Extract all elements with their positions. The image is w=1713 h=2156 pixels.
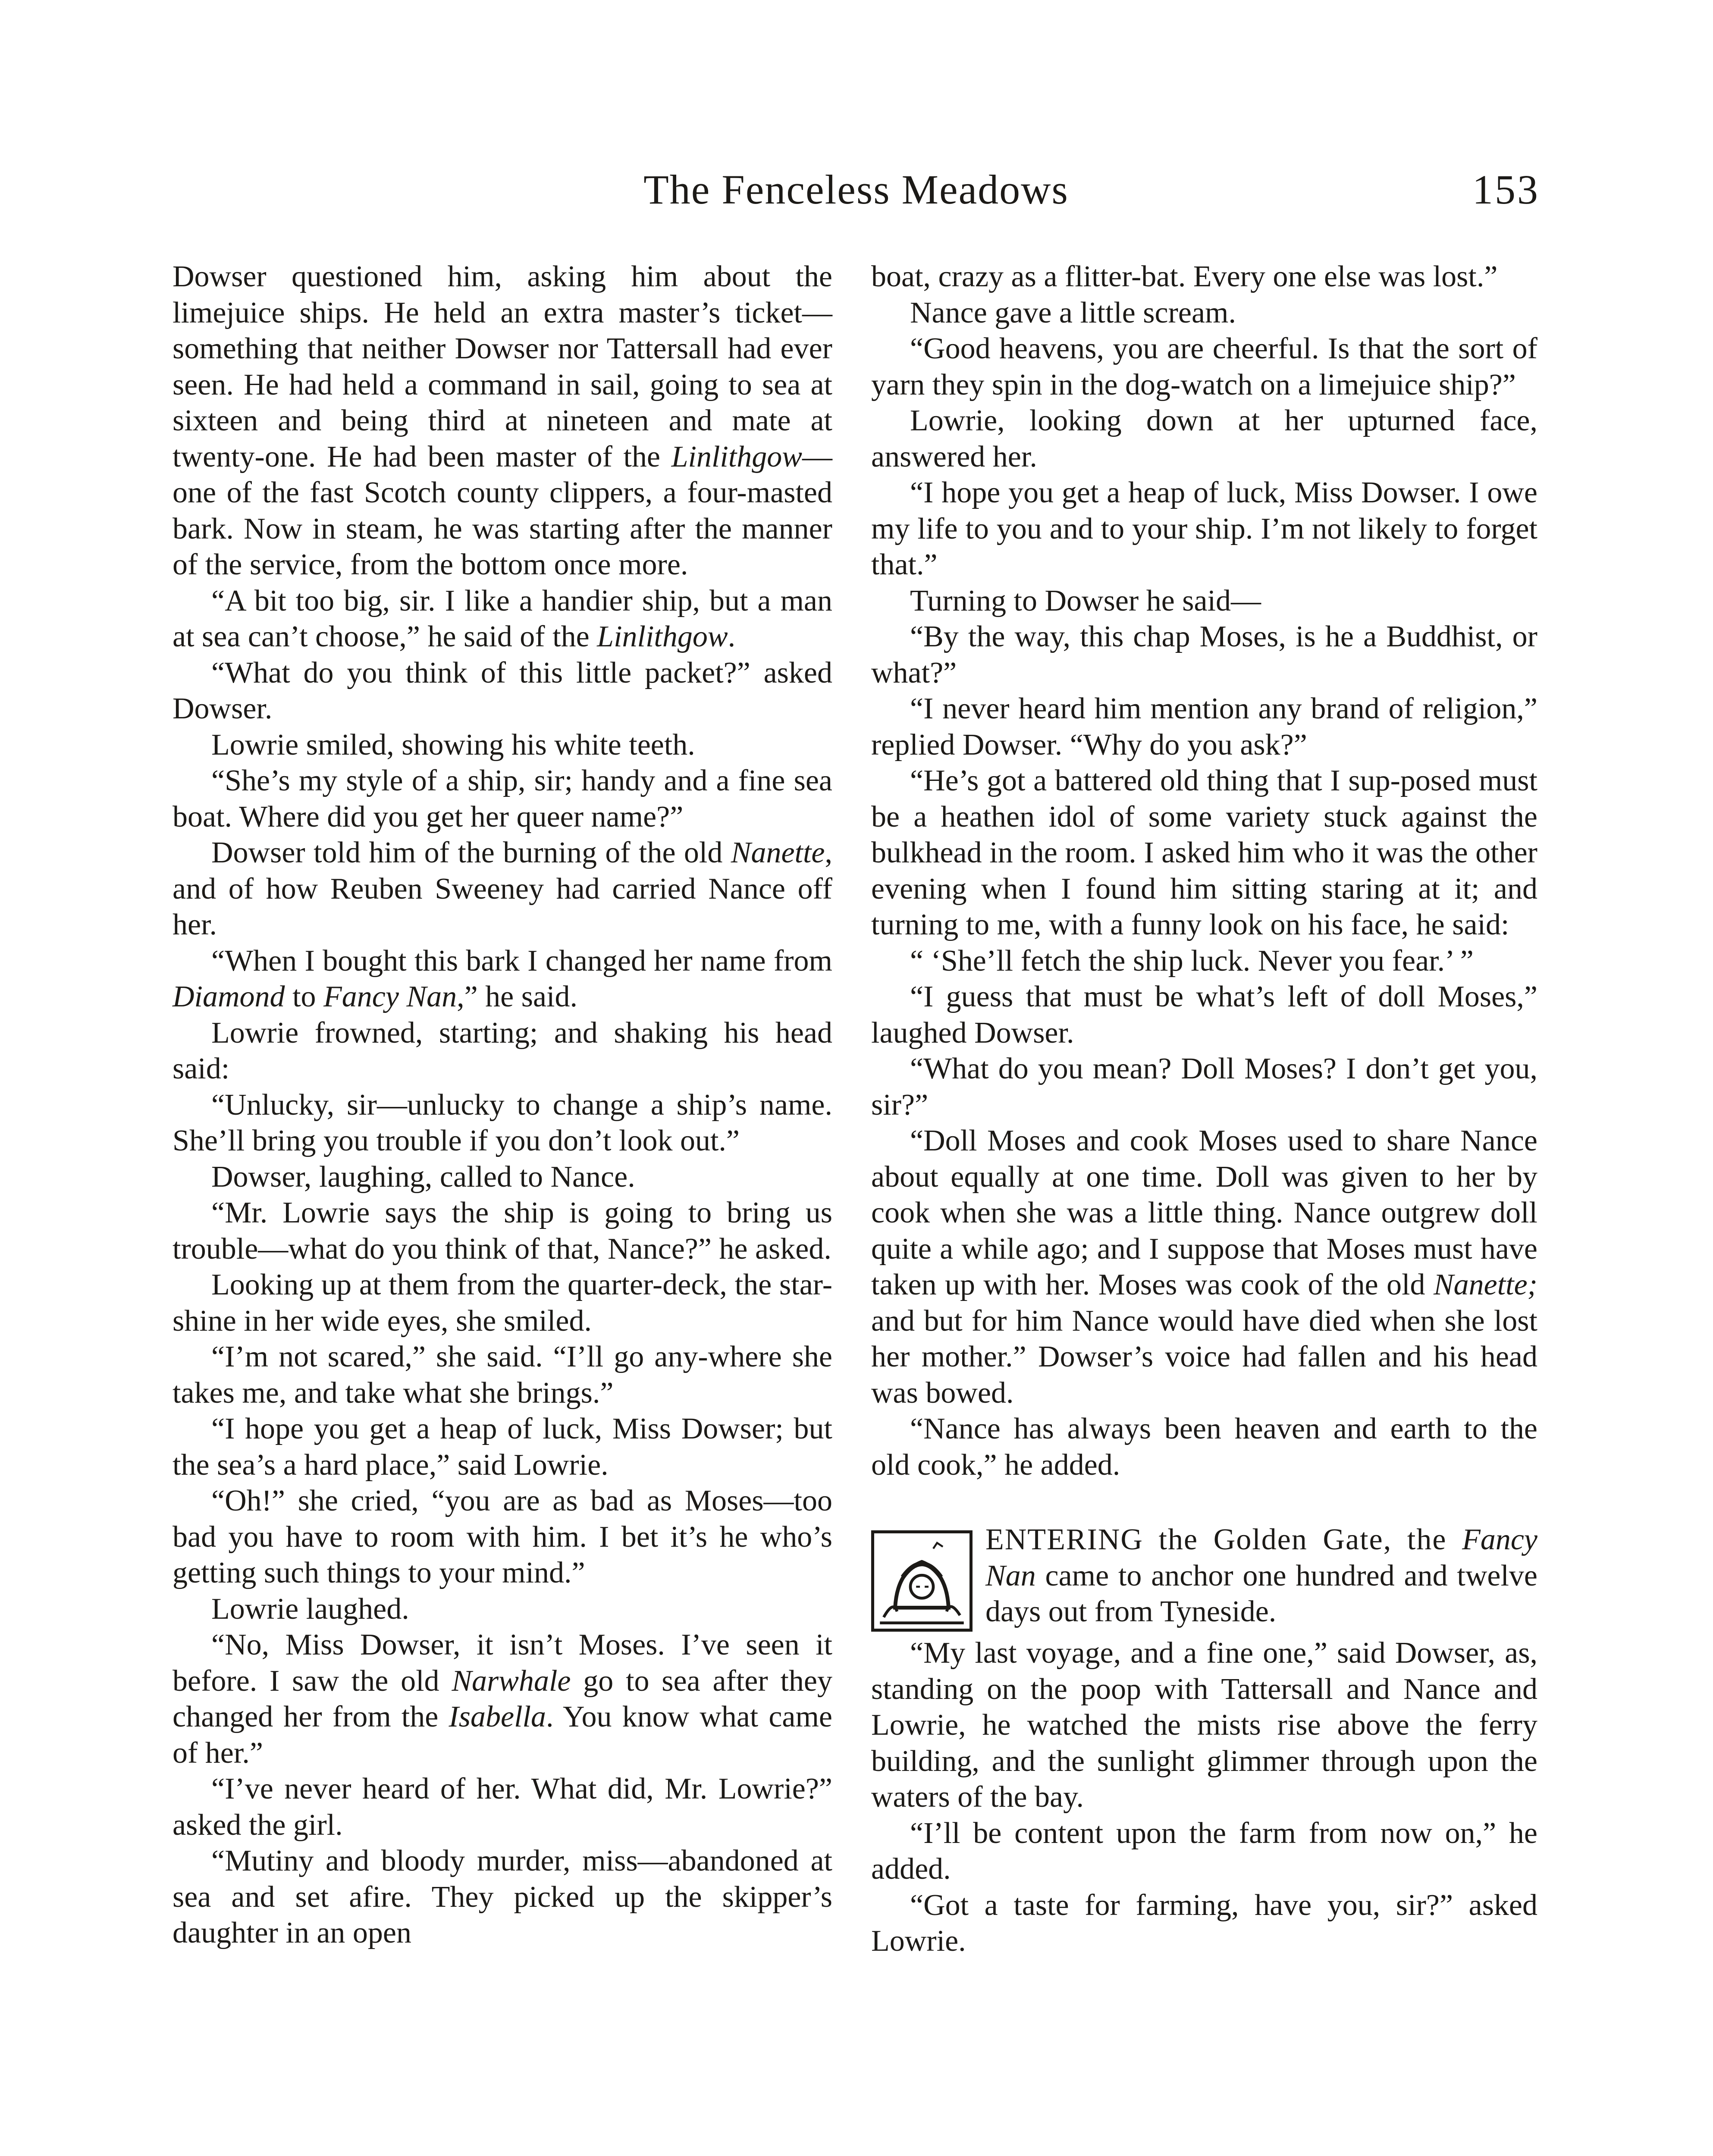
paragraph: “By the way, this chap Moses, is he a Buddhist, or what?” bbox=[871, 620, 1537, 689]
paragraph: Dowser told him of the burning of the old Nanette, and of how Reuben Sweeney had carried Nance off her. bbox=[173, 836, 832, 941]
paragraph: Lowrie laughed. bbox=[211, 1592, 409, 1626]
paragraph: boat, crazy as a flitter-bat. Every one else was lost.” bbox=[871, 260, 1498, 293]
paragraph: “I hope you get a heap of luck, Miss Dowser. I owe my life to you and to your ship. I’m not likely to forget that.” bbox=[871, 476, 1537, 581]
paragraph: “Mutiny and bloody murder, miss—abandoned at sea and set afire. They picked up the skipper’s daughter in an open bbox=[173, 1844, 832, 1949]
paragraph: “What do you think of this little packet?” asked Dowser. bbox=[173, 656, 832, 725]
paragraph: “She’s my style of a ship, sir; handy and a fine sea boat. Where did you get her queer name?” bbox=[173, 764, 832, 834]
running-head bbox=[173, 164, 1540, 216]
paragraph: “He’s got a battered old thing that I sup-posed must be a heathen idol of some variety stuck against the bulkhead in the room. I asked him who it was the other evening when I found him sitting staring at it; and turning to me, with a funny look on his face, he said: bbox=[871, 764, 1537, 941]
paragraph: “I’m not scared,” she said. “I’ll go any-where she takes me, and take what she brings.” bbox=[173, 1340, 832, 1410]
paragraph: “Oh!” she cried, “you are as bad as Moses—too bad you have to room with him. I bet it’s he who’s getting such things to your mind.” bbox=[173, 1484, 832, 1589]
paragraph: “I’ll be content upon the farm from now on,” he added. bbox=[871, 1816, 1537, 1886]
paragraph: “When I bought this bark I changed her name from Diamond to Fancy Nan,” he said. bbox=[173, 944, 832, 1013]
paragraph: “What do you mean? Doll Moses? I don’t get you, sir?” bbox=[871, 1052, 1537, 1122]
section-opening-paragraph: ENTERING the Golden Gate, the Fancy Nan came to anchor one hundred and twelve days out from Tyneside. bbox=[871, 1522, 1537, 1635]
paragraph: “I never heard him mention any brand of religion,” replied Dowser. “Why do you ask?” bbox=[871, 692, 1537, 761]
paragraph: “I hope you get a heap of luck, Miss Dowser; but the sea’s a hard place,” said Lowrie. bbox=[173, 1412, 832, 1482]
paragraph: “My last voyage, and a fine one,” said Dowser, as, standing on the poop with Tattersall and Nance and Lowrie, he watched the mists rise above the ferry building, and the sunlight glimmer through upon the waters of the bay. bbox=[871, 1636, 1537, 1814]
paragraph: Looking up at them from the quarter-deck, the star-shine in her wide eyes, she smiled. bbox=[173, 1268, 832, 1338]
paragraph: “Nance has always been heaven and earth to the old cook,” he added. bbox=[871, 1412, 1537, 1482]
paragraph: Turning to Dowser he said— bbox=[910, 584, 1261, 617]
paragraph: “Good heavens, you are cheerful. Is that the sort of yarn they spin in the dog-watch on a limejuice ship?” bbox=[871, 332, 1537, 401]
page-number: 153 bbox=[1472, 166, 1540, 213]
paragraph: “Unlucky, sir—unlucky to change a ship’s name. She’ll bring you trouble if you don’t look out.” bbox=[173, 1088, 832, 1157]
paragraph: “A bit too big, sir. I like a handier ship, but a man at sea can’t choose,” he said of the Linlithgow. bbox=[173, 584, 832, 653]
paragraph: Lowrie frowned, starting; and shaking his head said: bbox=[173, 1016, 832, 1085]
paragraph: “Doll Moses and cook Moses used to share Nance about equally at one time. Doll was given to her by cook when she was a little thing. Nance outgrew doll quite a while ago; and I suppose that Moses must have taken up with her. Moses was cook of the old Nanette; and but for him Nance would have died when she lost her mother.” Dowser’s voice had fallen and his head was bowed. bbox=[871, 1124, 1537, 1410]
paragraph: “Mr. Lowrie says the ship is going to bring us trouble—what do you think of that, Nance?” he asked. bbox=[173, 1196, 832, 1266]
paragraph: Dowser, laughing, called to Nance. bbox=[211, 1160, 635, 1194]
decorative-initial-icon bbox=[871, 1530, 973, 1632]
paragraph: “Got a taste for farming, have you, sir?” asked Lowrie. bbox=[871, 1888, 1537, 1958]
paragraph: “I’ve never heard of her. What did, Mr. Lowrie?” asked the girl. bbox=[173, 1772, 832, 1842]
paragraph: Lowrie, looking down at her upturned face, answered her. bbox=[871, 404, 1537, 473]
paragraph: “No, Miss Dowser, it isn’t Moses. I’ve seen it before. I saw the old Narwhale go to sea after they changed her from the Isabella. You know what came of her.” bbox=[173, 1628, 832, 1770]
paragraph: Nance gave a little scream. bbox=[910, 296, 1236, 329]
paragraph: “ ‘She’ll fetch the ship luck. Never you fear.’ ” bbox=[910, 944, 1474, 978]
paragraph: Dowser questioned him, asking him about the limejuice ships. He held an extra master’s ticket—something that neither Dowser nor Tattersall had ever seen. He had held a command in sail, going to sea at sixteen and being third at nineteen and mate at twenty-one. He had been master of the Linlithgow—one of the fast Scotch county clippers, a four-masted bark. Now in steam, he was starting after the manner of the service, from the bottom once more. bbox=[173, 260, 832, 581]
right-column bbox=[871, 259, 1537, 1959]
paragraph: Lowrie smiled, showing his white teeth. bbox=[211, 728, 695, 761]
running-title: The Fenceless Meadows bbox=[643, 166, 1069, 213]
left-column bbox=[173, 259, 832, 1951]
paragraph: “I guess that must be what’s left of doll Moses,” laughed Dowser. bbox=[871, 980, 1537, 1050]
